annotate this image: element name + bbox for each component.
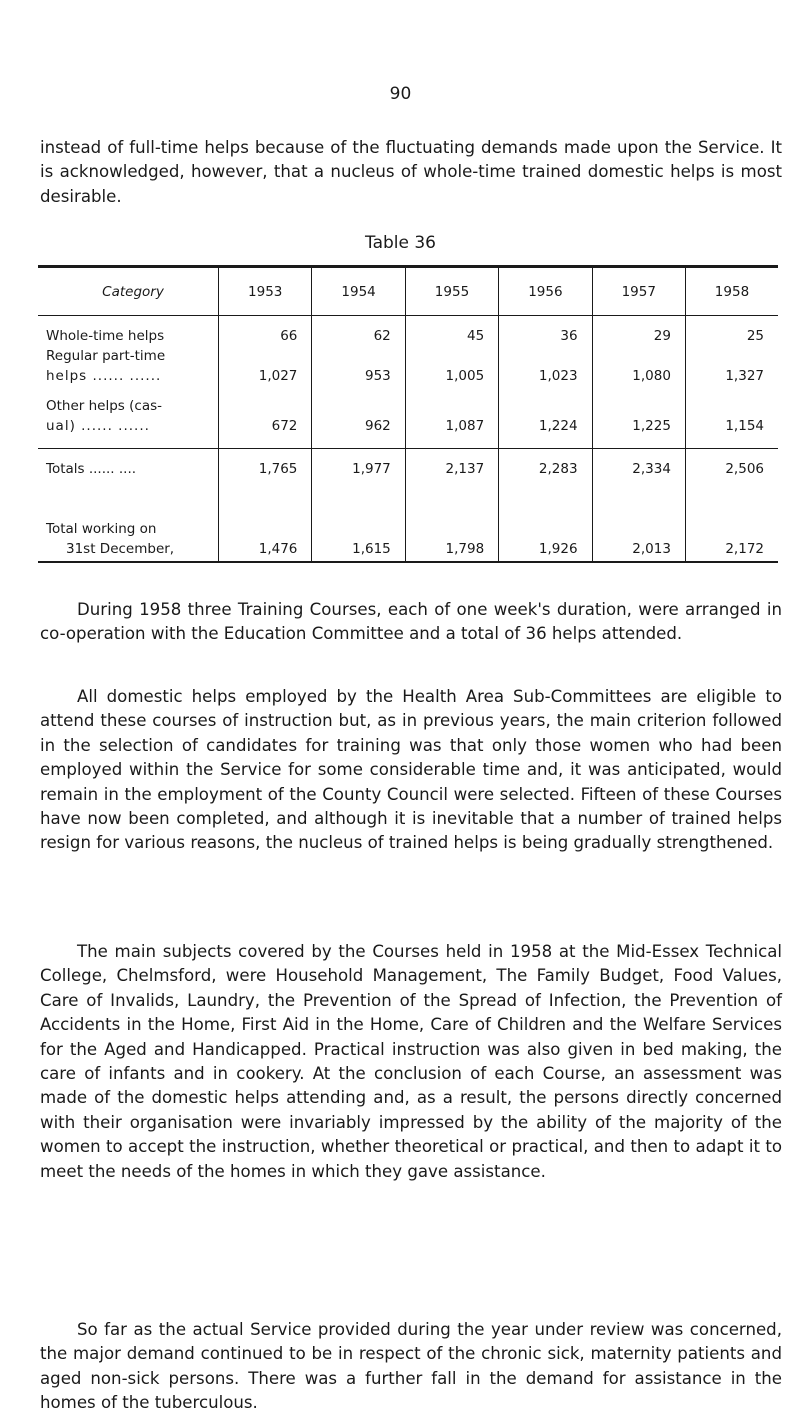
table-row bbox=[38, 449, 778, 480]
row-label-line: Other helps (cas- bbox=[46, 398, 162, 414]
cell: 1,225 bbox=[592, 386, 685, 449]
table-row bbox=[38, 386, 778, 449]
row-label bbox=[38, 346, 219, 386]
table-header-row bbox=[38, 267, 778, 316]
table-row bbox=[38, 346, 778, 386]
cell: 29 bbox=[592, 316, 685, 347]
cell: 36 bbox=[499, 316, 592, 347]
row-label: Totals ...... .... bbox=[46, 461, 137, 477]
cell: 2,334 bbox=[592, 449, 685, 480]
table-row bbox=[38, 316, 778, 347]
header-1957: 1957 bbox=[592, 267, 685, 316]
row-label bbox=[38, 386, 219, 449]
cell: 1,977 bbox=[312, 449, 405, 480]
cell: 962 bbox=[312, 386, 405, 449]
cell: 1,926 bbox=[499, 479, 592, 562]
cell: 672 bbox=[219, 386, 312, 449]
cell: 2,506 bbox=[685, 449, 778, 480]
helps-table bbox=[38, 265, 778, 563]
header-1956: 1956 bbox=[499, 267, 592, 316]
row-label-line: ual) ...... ...... bbox=[46, 418, 150, 434]
page-number: 90 bbox=[389, 84, 412, 104]
cell: 2,013 bbox=[592, 479, 685, 562]
cell: 2,283 bbox=[499, 449, 592, 480]
cell: 2,172 bbox=[685, 479, 778, 562]
cell: 25 bbox=[685, 316, 778, 347]
intro-paragraph: instead of full-time helps because of the fluctuating demands made upon the Service. It is acknowledged, however, that a nucleus of whole-time trained domestic helps is most desirable. bbox=[40, 138, 782, 206]
cell: 1,087 bbox=[405, 386, 498, 449]
header-category: Category bbox=[38, 267, 219, 316]
table-row bbox=[38, 479, 778, 562]
cell: 1,005 bbox=[405, 346, 498, 386]
table-title: Table 36 bbox=[365, 233, 436, 253]
cell: 1,080 bbox=[592, 346, 685, 386]
cell: 1,224 bbox=[499, 386, 592, 449]
header-1955: 1955 bbox=[405, 267, 498, 316]
cell: 1,798 bbox=[405, 479, 498, 562]
row-label-line: Regular part-time bbox=[46, 348, 166, 364]
row-label-line: Total working on bbox=[46, 521, 157, 537]
paragraph-training-courses: During 1958 three Training Courses, each of one week's duration, were arranged in co-operation with the Education Committee and a total of 36 helps attended. bbox=[40, 600, 782, 644]
cell: 1,327 bbox=[685, 346, 778, 386]
row-label-line: helps ...... ...... bbox=[46, 368, 162, 384]
cell: 2,137 bbox=[405, 449, 498, 480]
paragraph-subjects: The main subjects covered by the Courses held in 1958 at the Mid-Essex Technical College, Chelmsford, were Household Management, The Family Budget, Food Values, Care of Invalids, Laundry, the Prevention of the Spread of Infection, the Prevention of Accidents in the Home, First Aid in the Home, Care of Children and the Welfare Services for the Aged and Handicapped. Practical instruction was also given in bed making, the care of infants and in cookery. At the conclusion of each Course, an assessment was made of the domestic helps attending and, as a result, the persons directly concerned with their organisation were invariably impressed by the ability of the majority of the women to accept the instruction, whether theoretical or practical, and then to adapt it to meet the needs of the homes in which they gave assistance. bbox=[40, 942, 782, 1181]
header-1954: 1954 bbox=[312, 267, 405, 316]
cell: 1,023 bbox=[499, 346, 592, 386]
paragraph-service-demand: So far as the actual Service provided during the year under review was concerned, the major demand continued to be in respect of the chronic sick, maternity patients and aged non-sick persons. There was a further fall in the demand for assistance in the homes of the tuberculous. bbox=[40, 1320, 782, 1413]
row-label bbox=[38, 479, 219, 562]
cell: 953 bbox=[312, 346, 405, 386]
header-1953: 1953 bbox=[219, 267, 312, 316]
cell: 45 bbox=[405, 316, 498, 347]
cell: 1,476 bbox=[219, 479, 312, 562]
header-1958: 1958 bbox=[685, 267, 778, 316]
cell: 1,615 bbox=[312, 479, 405, 562]
row-label-line: 31st December, bbox=[66, 541, 175, 557]
row-label: Whole-time helps bbox=[46, 328, 165, 344]
paragraph-eligibility: All domestic helps employed by the Health Area Sub-Committees are eligible to attend these courses of instruction but, as in previous years, the main criterion followed in the selection of candidates for training was that only those women who had been employed within the Service for some considerable time and, it was anticipated, would remain in the employment of the County Council were selected. Fifteen of these Courses have now been completed, and although it is inevitable that a number of trained helps resign for various reasons, the nucleus of trained helps is being gradually strengthened. bbox=[40, 687, 782, 853]
cell: 1,027 bbox=[219, 346, 312, 386]
cell: 66 bbox=[219, 316, 312, 347]
cell: 1,765 bbox=[219, 449, 312, 480]
cell: 62 bbox=[312, 316, 405, 347]
cell: 1,154 bbox=[685, 386, 778, 449]
